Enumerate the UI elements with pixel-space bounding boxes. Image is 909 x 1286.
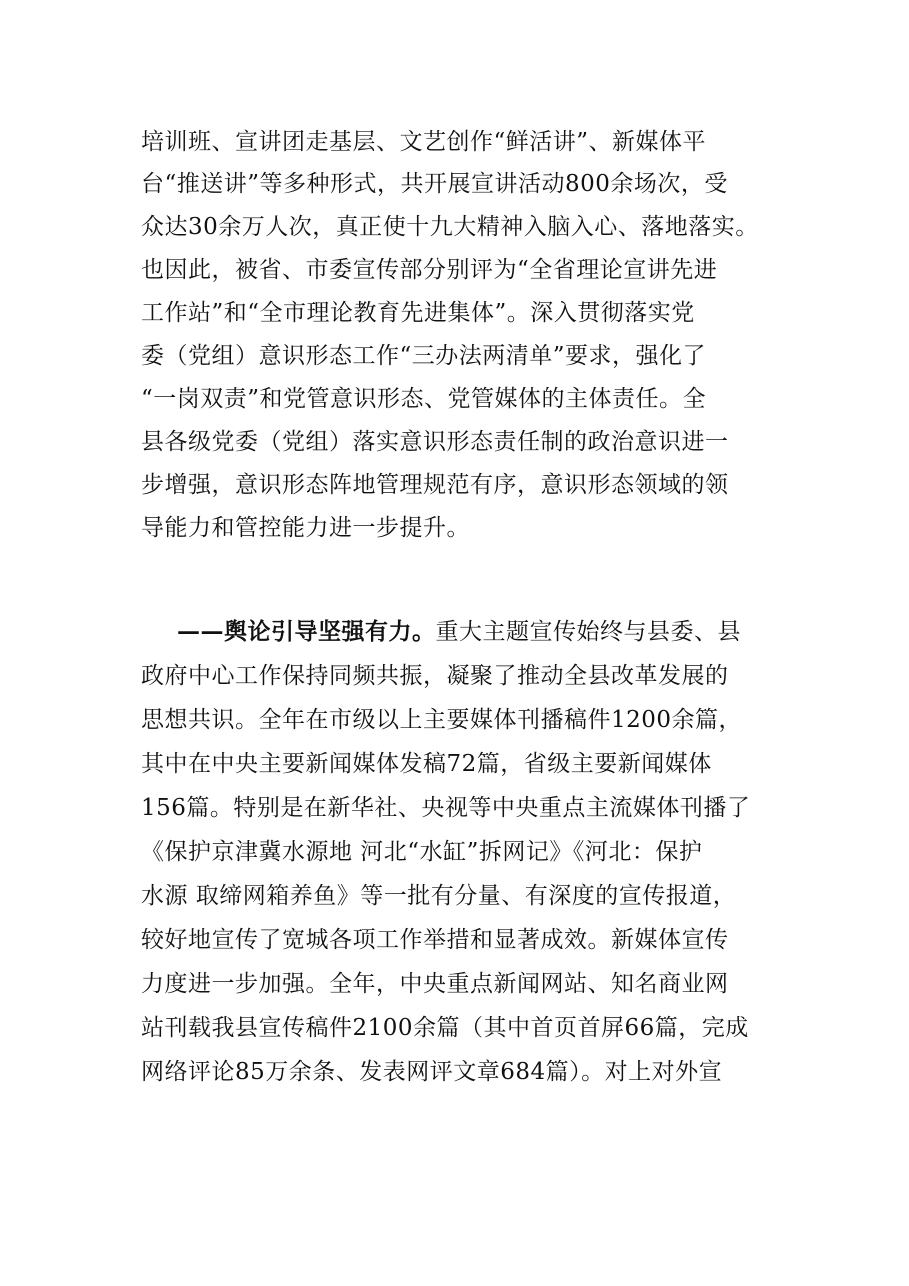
text-line: 《保护京津冀水源地 河北“水缸”拆网记》《河北：保护 (141, 839, 703, 865)
text-line: 委（党组）意识形态工作“三办法两清单”要求，强化了 (141, 343, 707, 369)
text-line: 也因此，被省、市委宣传部分别评为“全省理论宣讲先进 (141, 257, 718, 283)
text-line: 步增强，意识形态阵地管理规范有序，意识形态领域的领 (141, 472, 729, 498)
text-line: 水源 取缔网箱养鱼》等一批有分量、有深度的宣传报道， (141, 883, 737, 909)
section-heading-continuation: 重大主题宣传始终与县委、县 (435, 619, 741, 645)
text-line: 力度进一步加强。全年，中央重点新闻网站、知名商业网 (141, 971, 729, 997)
text-line: 导能力和管控能力进一步提升。 (141, 515, 470, 541)
text-line: “一岗双责”和党管意识形态、党管媒体的主体责任。全 (141, 386, 707, 412)
text-line: 思想共识。全年在市级以上主要媒体刊播稿件1200余篇， (141, 707, 743, 733)
text-line: 较好地宣传了宽城各项工作举措和显著成效。新媒体宣传 (141, 927, 729, 953)
section-heading: ——舆论引导坚强有力。 (177, 618, 436, 645)
text-line: 工作站”和“全市理论教育先进集体”。深入贯彻落实党 (141, 300, 695, 326)
text-line: 众达30余万人次，真正使十九大精神入脑入心、落地落实。 (141, 214, 759, 240)
text-line: 其中在中央主要新闻媒体发稿72篇，省级主要新闻媒体 (141, 751, 712, 777)
text-line: 培训班、宣讲团走基层、文艺创作“鲜活讲”、新媒体平 (141, 129, 707, 155)
text-line: 156篇。特别是在新华社、央视等中央重点主流媒体刊播了 (141, 795, 751, 821)
text-line: 政府中心工作保持同频共振，凝聚了推动全县改革发展的 (141, 663, 729, 689)
text-line: 台“推送讲”等多种形式，共开展宣讲活动800余场次，受 (141, 171, 728, 197)
text-line: 网络评论85万余条、发表网评文章684篇）。对上对外宣 (141, 1059, 723, 1085)
text-line: 县各级党委（党组）落实意识形态责任制的政治意识进一 (141, 429, 729, 455)
text-line: 站刊载我县宣传稿件2100余篇（其中首页首屏66篇，完成 (141, 1015, 749, 1041)
text-line (177, 612, 741, 652)
